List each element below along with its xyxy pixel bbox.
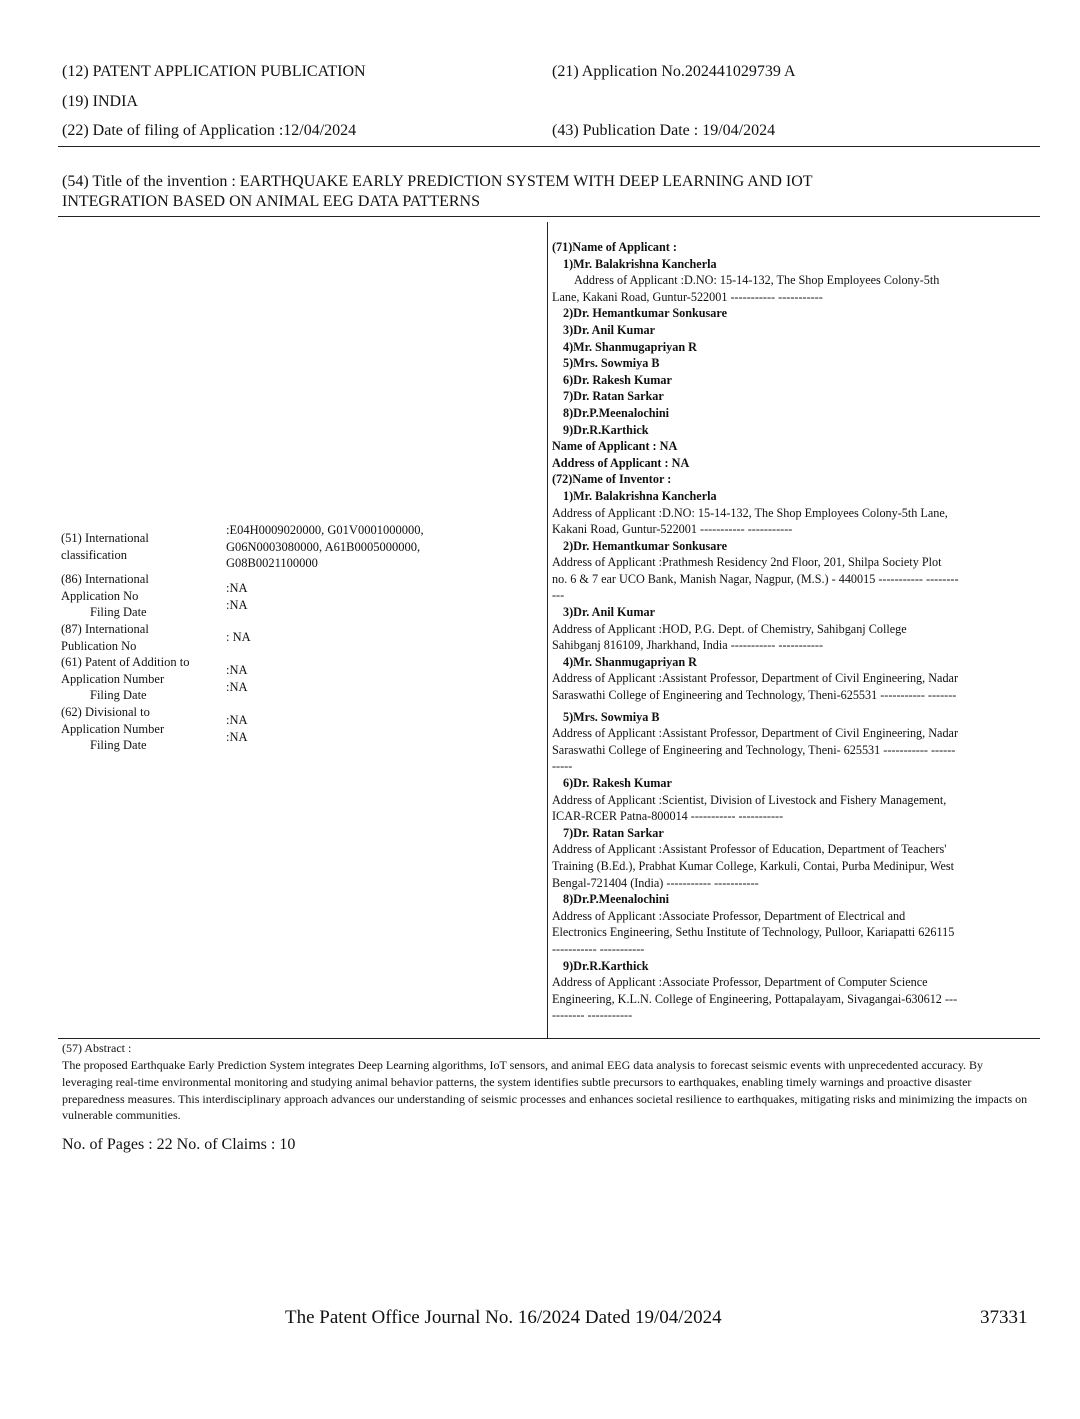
field-62-value-line: :NA [226, 729, 248, 744]
abstract-divider [58, 1038, 1040, 1039]
inventor-address: Address of Applicant :Associate Professor, Department of Electrical and [552, 908, 906, 923]
field-51-label [61, 530, 226, 563]
field-86-label-line: Filing Date [90, 605, 147, 619]
field-51-value-line: G08B0021100000 [226, 556, 318, 570]
inventor-address: Saraswathi College of Engineering and Technology, Theni-625531 ----------- ------- [552, 688, 957, 703]
applicant-name: 3)Dr. Anil Kumar [563, 322, 655, 337]
field-86-label [61, 571, 226, 621]
inventor-name: 3)Dr. Anil Kumar [563, 605, 655, 620]
field-87-label [61, 621, 226, 654]
field-62-label-line: (62) Divisional to [61, 705, 150, 719]
applicant-name: 9)Dr.R.Karthick [563, 422, 649, 437]
inventor-address: no. 6 & 7 ear UCO Bank, Manish Nagar, Nagpur, (M.S.) - 440015 ----------- -------- [552, 571, 959, 586]
inventor-name: 4)Mr. Shanmugapriyan R [563, 654, 697, 669]
field-61-label-line: Application Number [61, 671, 165, 686]
inventor-address: ----- [552, 759, 573, 774]
field-51-value-line: :E04H0009020000, G01V0001000000, [226, 523, 424, 537]
applicant-name: 5)Mrs. Sowmiya B [563, 356, 660, 371]
inventor-name: 8)Dr.P.Meenalochini [563, 892, 670, 907]
inventor-name: 5)Mrs. Sowmiya B [563, 709, 660, 724]
publication-date: (43) Publication Date : 19/04/2024 [552, 122, 776, 139]
header-divider [58, 146, 1040, 147]
field-61-label [61, 654, 226, 704]
page-number: 37331 [980, 1307, 1028, 1328]
inventor-name: 9)Dr.R.Karthick [563, 958, 649, 973]
field-51-value-line: G06N0003080000, A61B0005000000, [226, 539, 421, 554]
field-62-label-line: Filing Date [90, 738, 147, 752]
inventor-name: 6)Dr. Rakesh Kumar [563, 776, 672, 790]
applicant-name: 7)Dr. Ratan Sarkar [563, 389, 664, 404]
field-62-value [226, 712, 248, 745]
field-61-value-line: :NA [226, 663, 248, 677]
field-61-label-line: Filing Date [90, 688, 147, 702]
inventor-address: Address of Applicant :Assistant Professor of Education, Department of Teachers' [552, 842, 947, 857]
invention-title-line-2: INTEGRATION BASED ON ANIMAL EEG DATA PATTERNS [62, 193, 480, 210]
inventor-address: Engineering, K.L.N. College of Engineering, Pottapalayam, Sivagangai-630612 --- [552, 991, 958, 1006]
inventor-heading: (72)Name of Inventor : [552, 472, 672, 487]
applicant-heading: (71)Name of Applicant : [552, 240, 677, 254]
field-51-value [226, 522, 424, 572]
inventor-address: Address of Applicant :Assistant Professor, Department of Civil Engineering, Nadar [552, 726, 959, 741]
field-61-value [226, 662, 248, 695]
journal-footer: The Patent Office Journal No. 16/2024 Dated 19/04/2024 [285, 1307, 722, 1328]
inventor-address: -------- ----------- [552, 1008, 633, 1023]
invention-title [62, 172, 1022, 212]
applicant-name: 2)Dr. Hemantkumar Sonkusare [563, 306, 727, 321]
inventor-address: Saraswathi College of Engineering and Technology, Theni- 625531 ----------- ------ [552, 742, 956, 757]
abstract-text: The proposed Earthquake Early Prediction System integrates Deep Learning algorithms, IoT sensors, and animal EEG data analysis to forecast seismic events with unprecedented accuracy. By leveraging real-time environmental monitoring and studying animal behavior patterns, the system identifies subtle precursors to earthquakes, enabling timely warnings and proactive disaster preparedness measures. This interdisciplinary approach advances our understanding of seismic processes and enhances societal resilience to earthquakes, mitigating risks and minimizing the impacts on vulnerable communities. [62, 1058, 1028, 1123]
applicant-name: 6)Dr. Rakesh Kumar [563, 372, 672, 387]
field-51-label-line: (51) International [61, 531, 149, 545]
field-61-value-line: :NA [226, 679, 248, 694]
abstract-label: (57) Abstract : [62, 1041, 132, 1055]
field-62-label [61, 704, 226, 754]
inventor-address: Sahibganj 816109, Jharkhand, India ----------- ----------- [552, 638, 824, 653]
inventor-address: Address of Applicant :Scientist, Division of Livestock and Fishery Management, [552, 792, 947, 807]
inventor-address: --- [552, 588, 565, 603]
field-87-label-line: Publication No [61, 638, 137, 653]
country: (19) INDIA [62, 93, 138, 110]
inventor-address: ----------- ----------- [552, 941, 645, 956]
field-87-label-line: (87) International [61, 622, 149, 636]
field-87-value: : NA [226, 630, 251, 644]
field-86-value [226, 580, 248, 613]
inventor-address: Bengal-721404 (India) ----------- ----------- [552, 875, 759, 890]
inventor-address: Electronics Engineering, Sethu Institute of Technology, Pulloor, Kariapatti 626115 [552, 925, 955, 940]
field-86-value-line: :NA [226, 581, 248, 595]
field-86-label-line: (86) International [61, 572, 149, 586]
title-divider [58, 216, 1040, 217]
inventor-name: 1)Mr. Balakrishna Kancherla [563, 488, 717, 503]
applicant-name: 1)Mr. Balakrishna Kancherla [563, 256, 717, 271]
field-51-label-line: classification [61, 547, 127, 562]
pages-claims: No. of Pages : 22 No. of Claims : 10 [62, 1136, 296, 1153]
applicant-address: Address of Applicant :D.NO: 15-14-132, The Shop Employees Colony-5th [574, 273, 940, 288]
application-number: (21) Application No.202441029739 A [552, 63, 796, 80]
field-86-label-line: Application No [61, 588, 139, 603]
filing-date: (22) Date of filing of Application :12/04/2024 [62, 122, 357, 139]
field-62-value-line: :NA [226, 713, 248, 727]
inventor-name: 2)Dr. Hemantkumar Sonkusare [563, 538, 727, 553]
inventor-address: Address of Applicant :D.NO: 15-14-132, The Shop Employees Colony-5th Lane, [552, 505, 948, 520]
applicant-name: 4)Mr. Shanmugapriyan R [563, 339, 697, 354]
inventor-address: Address of Applicant :Prathmesh Residency 2nd Floor, 201, Shilpa Society Plot [552, 555, 942, 570]
column-divider [547, 222, 548, 1039]
applicant-name-na: Name of Applicant : NA [552, 439, 678, 454]
field-61-label-line: (61) Patent of Addition to [61, 655, 190, 669]
inventor-address: Address of Applicant :Assistant Professor, Department of Civil Engineering, Nadar [552, 671, 959, 686]
inventor-address: ICAR-RCER Patna-800014 ----------- ----------- [552, 809, 784, 824]
applicant-address: Lane, Kakani Road, Guntur-522001 ----------- ----------- [552, 289, 823, 304]
inventor-address: Training (B.Ed.), Prabhat Kumar College, Karkuli, Contai, Purba Medinipur, West [552, 858, 955, 873]
inventor-name: 7)Dr. Ratan Sarkar [563, 825, 664, 840]
field-62-label-line: Application Number [61, 721, 165, 736]
applicant-address-na: Address of Applicant : NA [552, 455, 690, 470]
inventor-address: Address of Applicant :HOD, P.G. Dept. of Chemistry, Sahibganj College [552, 621, 907, 636]
inventor-address: Address of Applicant :Associate Professor, Department of Computer Science [552, 975, 928, 990]
inventor-address: Kakani Road, Guntur-522001 ----------- ----------- [552, 522, 793, 537]
publication-type: (12) PATENT APPLICATION PUBLICATION [62, 63, 366, 80]
applicant-name: 8)Dr.P.Meenalochini [563, 405, 670, 420]
applicant-inventor-block [552, 239, 1040, 1024]
field-86-value-line: :NA [226, 597, 248, 612]
invention-title-line-1: (54) Title of the invention : EARTHQUAKE EARLY PREDICTION SYSTEM WITH DEEP LEARNING AND IOT [62, 173, 813, 190]
